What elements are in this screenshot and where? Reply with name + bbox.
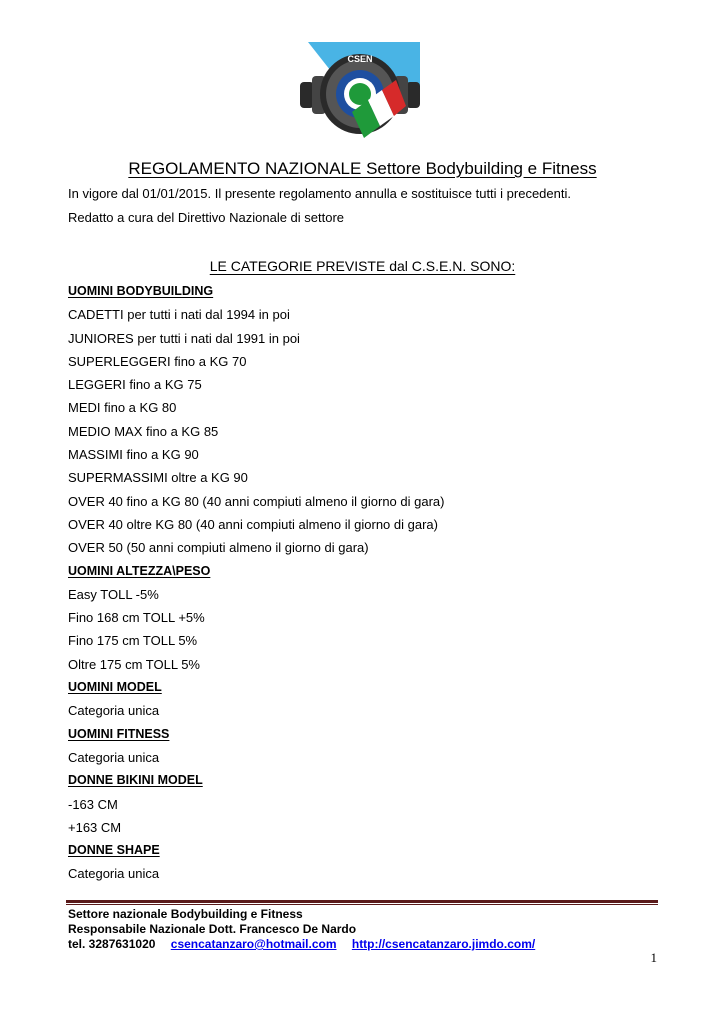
list-item: SUPERLEGGERI fino a KG 70 (68, 353, 247, 369)
page-number: 1 (650, 950, 657, 965)
section-heading: DONNE BIKINI MODEL (68, 773, 203, 788)
categories-title: LE CATEGORIE PREVISTE dal C.S.E.N. SONO: (209, 258, 516, 274)
list-item: Categoria unica (68, 749, 160, 765)
list-item: Easy TOLL -5% (68, 586, 159, 602)
page-title: REGOLAMENTO NAZIONALE Settore Bodybuilding e Fitness (128, 159, 597, 178)
footer-divider (66, 900, 658, 905)
list-item: JUNIORES per tutti i nati dal 1991 in poi (68, 330, 300, 346)
footer (68, 907, 535, 952)
footer-email-link[interactable]: csencatanzaro@hotmail.com (170, 937, 337, 951)
list-item: Oltre 175 cm TOLL 5% (68, 656, 200, 672)
csen-logo (300, 42, 420, 142)
list-item: Categoria unica (68, 866, 160, 882)
list-item: Fino 168 cm TOLL +5% (68, 610, 205, 626)
list-item: SUPERMASSIMI oltre a KG 90 (68, 470, 248, 486)
footer-phone: tel. 3287631020 (68, 937, 156, 951)
section-heading: UOMINI BODYBUILDING (68, 284, 214, 298)
list-item: OVER 50 (50 anni compiuti almeno il giorno di gara) (68, 540, 369, 556)
list-item: OVER 40 fino a KG 80 (40 anni compiuti almeno il giorno di gara) (68, 493, 445, 509)
list-item: LEGGERI fino a KG 75 (68, 377, 202, 393)
intro-editor: Redatto a cura del Direttivo Nazionale di settore (68, 210, 345, 225)
footer-contacts (68, 937, 535, 952)
section-heading: UOMINI ALTEZZA\PESO (68, 563, 211, 578)
list-item: MEDI fino a KG 80 (68, 400, 177, 416)
footer-website-link[interactable]: http://csencatanzaro.jimdo.com/ (351, 937, 536, 951)
list-item: -163 CM (68, 796, 118, 812)
categories-list (68, 280, 668, 886)
list-item: MASSIMI fino a KG 90 (68, 447, 199, 463)
footer-responsible: Responsabile Nazionale Dott. Francesco De Nardo (68, 922, 357, 936)
section-heading: UOMINI FITNESS (68, 726, 170, 741)
section-heading: UOMINI MODEL (68, 680, 162, 695)
list-item: Fino 175 cm TOLL 5% (68, 633, 198, 649)
list-item: Categoria unica (68, 703, 160, 719)
list-item: OVER 40 oltre KG 80 (40 anni compiuti almeno il giorno di gara) (68, 516, 438, 532)
footer-sector: Settore nazionale Bodybuilding e Fitness (68, 907, 303, 921)
list-item: MEDIO MAX fino a KG 85 (68, 423, 219, 439)
list-item: +163 CM (68, 819, 122, 835)
intro-validity: In vigore dal 01/01/2015. Il presente regolamento annulla e sostituisce tutti i precedenti. (68, 186, 571, 201)
svg-text:CSEN: CSEN (347, 54, 373, 64)
list-item: CADETTI per tutti i nati dal 1994 in poi (68, 307, 290, 323)
section-heading: DONNE SHAPE (68, 843, 160, 858)
